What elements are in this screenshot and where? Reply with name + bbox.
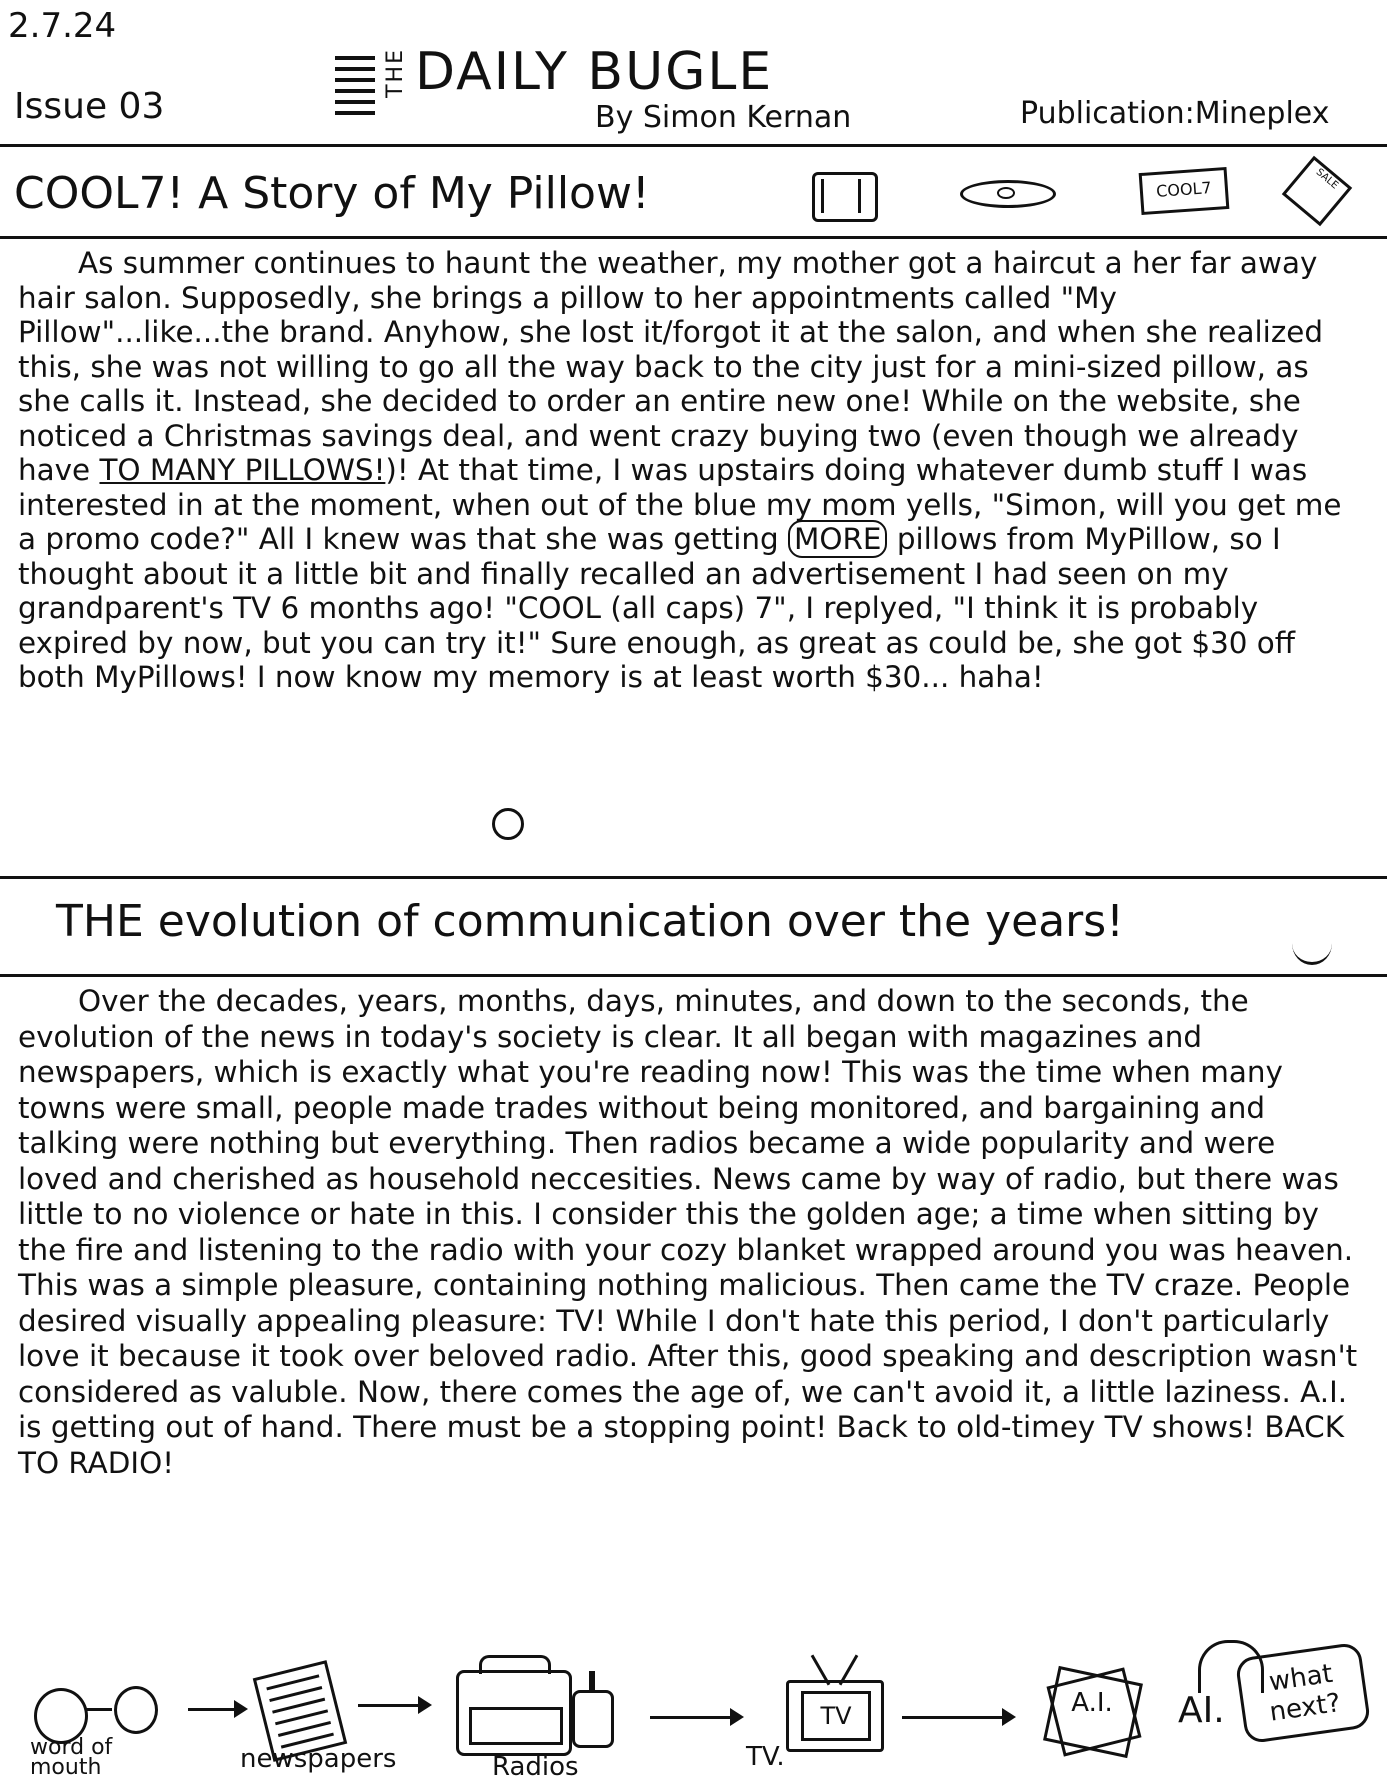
timeline-newspapers: newspapers — [240, 1744, 397, 1774]
article1-text: )! At that time, I was upstairs doing whatever dumb stuff I was interested in at the moment, when out of the blue my mom yells, "Simon, will you get me a promo code?" All I knew was that she was getting — [18, 453, 1342, 556]
ai-icon — [1032, 1660, 1152, 1760]
byline: By Simon Kernan — [595, 100, 852, 135]
arrow-icon — [650, 1716, 740, 1719]
issue-number: Issue 03 — [14, 86, 165, 127]
radio-icon — [456, 1670, 572, 1756]
article2-text: Over the decades, years, months, days, minutes, and down to the seconds, the evolution of the news in today's society is clear. It all began with magazines and newspapers, which is exactly what you're reading now! This was the time when many towns were small, people made trades without being monitored, and bargaining and talking were nothing but everything. Then radios became a wide popularity and were loved and cherished as household neccesities. News came by way of radio, but there was little to no violence or hate in this. I consider this the golden age; a time when sitting by the fire and listening to the radio with your cozy blanket wrapped around you was heaven. This was a simple pleasure, containing nothing malicious. Then came the TV craze. People desired visually appealing pleasure: TV! While I don't hate this period, I don't particularly love it because it took over beloved radio. After this, good speaking and description wasn't considered as valuble. Now, there comes the age of, we can't avoid it, a little laziness. A.I. is getting out of hand. There must be a stopping point! Back to old-timey TV shows! BACK TO RADIO! — [18, 984, 1358, 1480]
ai-icon-text: A.I. — [1071, 1688, 1113, 1718]
divider — [0, 876, 1387, 879]
timeline-radios: Radios — [492, 1752, 579, 1782]
what-next-tv: what next? — [1235, 1642, 1372, 1745]
arrow-icon — [902, 1716, 1012, 1719]
article1-boxed-word: MORE — [788, 520, 887, 558]
cd-icon — [960, 180, 1056, 208]
masthead-title: DAILY BUGLE — [415, 42, 774, 102]
divider — [0, 974, 1387, 977]
timeline-ai: AI. — [1178, 1690, 1225, 1731]
tv-icon — [786, 1680, 884, 1752]
walkie-talkie-icon — [572, 1690, 614, 1748]
masthead-the: THE — [383, 48, 408, 98]
timeline-word-of-mouth: word of mouth — [30, 1735, 113, 1780]
article2-headline: THE evolution of communication over the years! — [56, 896, 1124, 947]
cool-tag-icon: COOL7 — [1139, 167, 1230, 215]
timeline-tv: TV. — [746, 1742, 785, 1772]
pillow-icon — [812, 172, 878, 222]
coupon-icon: SALE — [1282, 156, 1352, 226]
article1-text: pillows from MyPillow, so I thought about it a little bit and finally recalled an advertisement I had seen on my grandparent's TV 6 months ago! "COOL (all caps) 7", I replyed, "I think it is probably expired by now, but you can try it!" Sure enough, as great as could be, she got $30 off both MyPillows! I now know my memory is at least worth $30... haha! — [18, 522, 1296, 694]
article1-body — [18, 246, 1363, 695]
smiley-icon — [492, 808, 524, 840]
publication: Publication:Mineplex — [1020, 96, 1330, 131]
arrow-icon — [358, 1704, 428, 1707]
talking-heads-icon — [34, 1682, 154, 1742]
article1-text: As summer continues to haunt the weather, my mother got a haircut a her far away hair salon. Supposedly, she brings a pillow to her appointments called "My Pillow"...like...the brand. Anyhow, she lost it/forgot it at the salon, and when she realized this, she was not willing to go all the way back to the city just for a mini-sized pillow, as she calls it. Instead, she decided to order an entire new one! While on the website, she noticed a Christmas savings deal, and went crazy buying two (even though we already have — [18, 246, 1323, 487]
article2-body — [18, 984, 1363, 1481]
divider — [0, 144, 1387, 147]
article1-headline: COOL7! A Story of My Pillow! — [14, 168, 650, 219]
divider — [0, 236, 1387, 239]
tv-screen-text: TV — [801, 1691, 871, 1741]
issue-date: 2.7.24 — [8, 6, 117, 46]
smiley-icon — [1292, 922, 1332, 965]
article1-emphasis: TO MANY PILLOWS! — [99, 453, 386, 487]
arrow-icon — [188, 1708, 244, 1711]
masthead-lines — [335, 56, 375, 122]
